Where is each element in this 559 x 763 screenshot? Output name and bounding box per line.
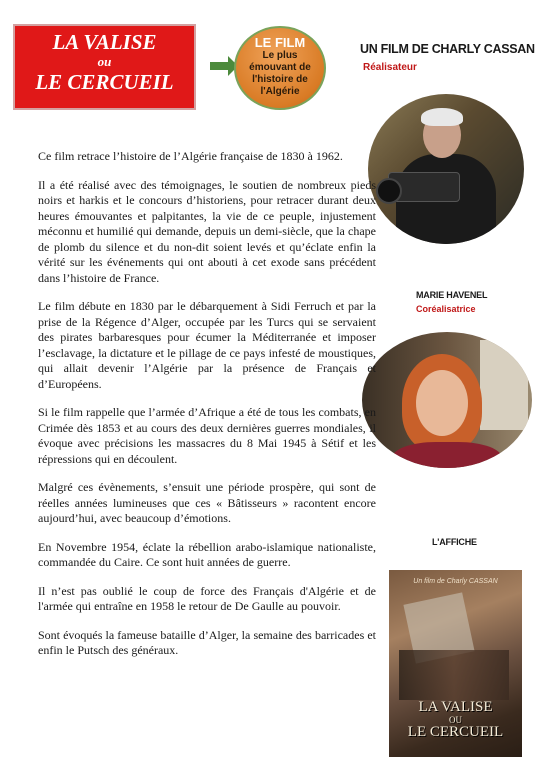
photo-hair — [421, 108, 463, 126]
poster-credit: Un film de Charly CASSAN — [413, 578, 498, 585]
paragraph: Il a été réalisé avec des témoignages, le soutien de nombreux pieds noirs et harkis et le concours d’historiens, pour retracer durant deux heures émouvantes et palpitantes, la vie de ce peuple, injustement méconnu et humilié qui demande, depuis un demi-siècle, que la chape de plomb du silence et du non-dit soient levés et qu’éclate enfin la vérité sur les événements qui ont abouti à cet exode sans précédent dans l’histoire de France. — [38, 177, 376, 285]
photo-shirt — [392, 442, 502, 468]
film-badge-line: Le plus — [262, 50, 298, 61]
film-title-box — [13, 24, 196, 110]
arrow-right-icon — [210, 62, 230, 70]
film-badge-line: émouvant de — [249, 62, 311, 73]
title-line-2: ou — [97, 54, 112, 69]
film-badge — [234, 26, 326, 110]
title-line-1: LA VALISE — [52, 30, 157, 54]
poster-title — [389, 700, 522, 740]
camera-lens-icon — [376, 178, 402, 204]
poster-title-ou: OU — [449, 715, 462, 725]
coreal-name: MARIE HAVENEL — [416, 290, 488, 300]
title-line-3: LE CERCUEIL — [35, 70, 174, 94]
film-badge-line: l'Algérie — [260, 86, 300, 97]
affiche-label: L'AFFICHE — [432, 537, 477, 547]
paragraph: Malgré ces évènements, s’ensuit une période prospère, qui sont de réelles années lumineuses que ces « Bâtisseurs » racontent encore aujourd’hui, avec beaucoup d’émotions. — [38, 480, 376, 525]
paragraph: Si le film rappelle que l’armée d’Afrique a été de tous les combats, en Crimée dès 1853 et au cours des deux dernières guerres mondiales, il évoque avec précisions les massacres du 8 Mai 1945 à Sétif et les répressions qui en découlent. — [38, 405, 376, 466]
photo-face — [416, 370, 468, 436]
paragraph: En Novembre 1954, éclate la rébellion arabo-islamique nationaliste, commandée du Caire. Ce sont huit années de guerre. — [38, 539, 376, 569]
film-badge-line: l'histoire de — [252, 74, 308, 85]
paragraph: Sont évoqués la fameuse bataille d’Alger, la semaine des barricades et enfin le Putsch des généraux. — [38, 627, 376, 657]
film-poster — [389, 570, 522, 757]
poster-title-2: LE CERCUEIL — [407, 724, 504, 740]
paragraph: Ce film retrace l’histoire de l’Algérie française de 1830 à 1962. — [38, 149, 343, 163]
coreal-photo — [362, 332, 532, 468]
coreal-role: Coréalisatrice — [416, 304, 476, 314]
director-heading: UN FILM DE CHARLY CASSAN — [360, 42, 535, 56]
poster-title-1: LA VALISE — [418, 699, 493, 715]
poster-figures — [399, 650, 509, 700]
film-badge-label: LE FILM — [254, 35, 306, 50]
director-photo — [368, 94, 524, 244]
article-body — [38, 149, 376, 672]
photo-background-poster — [480, 340, 528, 430]
paragraph: Le film débute en 1830 par le débarquement à Sidi Ferruch et par la prise de la Régence d’Alger, occupée par les Turcs qui se servaient des pirates barbaresques pour écumer la Méditerranée et imposer l’esclavage, la dictature et le pillage de ce pays infesté de moustiques, qui allait devenir l’Algérie par la présence de Français et d’Européens. — [38, 299, 376, 391]
director-role: Réalisateur — [363, 62, 417, 73]
paragraph: Il n’est pas oublié le coup de force des Français d'Algérie et de l'armée qui entraîne en 1958 le retour de De Gaulle au pouvoir. — [38, 583, 376, 613]
